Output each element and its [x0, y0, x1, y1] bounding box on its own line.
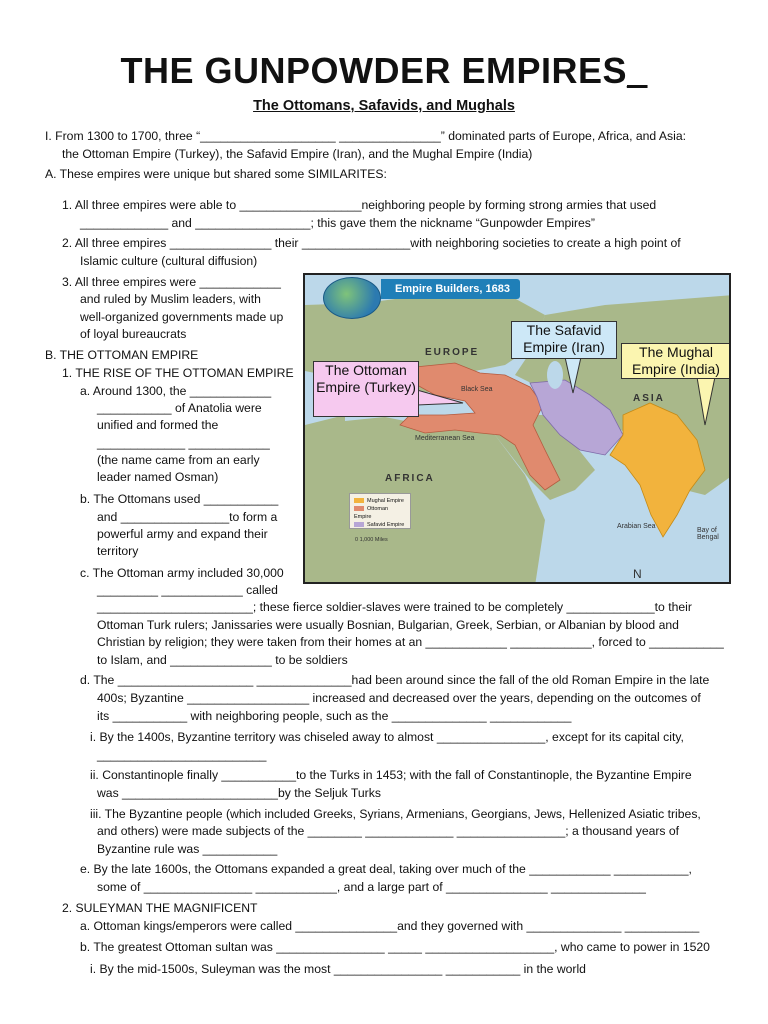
- text-line: leader named Osman): [97, 470, 219, 484]
- text-line: b. The Ottomans used ___________: [80, 492, 279, 506]
- text-line: its ___________ with neighboring people, such as the ______________ ____________: [97, 709, 572, 723]
- map-legend: [349, 493, 411, 529]
- empire-map: [303, 273, 731, 584]
- text-line: was _______________________by the Seljuk Turks: [97, 786, 381, 800]
- legend-item-ottoman: Ottoman Empire: [354, 506, 389, 520]
- caspian-sea: [547, 361, 563, 389]
- text-line: _________________________: [97, 748, 267, 762]
- compass-icon: N: [633, 567, 642, 581]
- text-line: and others) were made subjects of the ________ _____________ ________________; a thousand years of: [97, 824, 680, 838]
- page-subtitle: The Ottomans, Safavids, and Mughals: [253, 98, 515, 114]
- label-mediterranean: Mediterranean Sea: [415, 435, 475, 442]
- text-line: 400s; Byzantine __________________ increased and decreased over the years, depending on the outcomes of: [97, 691, 701, 705]
- text-line: a. Around 1300, the ____________: [80, 384, 272, 398]
- text-line: ___________ of Anatolia were: [97, 401, 262, 415]
- label-arabian-sea: Arabian Sea: [617, 523, 656, 530]
- section-heading: 1. THE RISE OF THE OTTOMAN EMPIRE: [62, 366, 294, 380]
- text-line: c. The Ottoman army included 30,000: [80, 566, 284, 580]
- text-line: of loyal bureaucrats: [80, 327, 187, 341]
- callout-safavid: The Safavid Empire (Iran): [511, 321, 617, 359]
- text-line: _____________ and _________________; this gave them the nickname “Gunpowder Empires”: [80, 216, 595, 230]
- text-line: the Ottoman Empire (Turkey), the Safavid Empire (Iran), and the Mughal Empire (India): [62, 147, 533, 161]
- text-line: well-organized governments made up: [80, 310, 284, 324]
- map-banner: Empire Builders, 1683: [381, 279, 520, 299]
- legend-swatch: [354, 506, 364, 511]
- text-line: iii. The Byzantine people (which included Greeks, Syrians, Armenians, Georgians, Jews, Hellenized Asiatic tribes,: [90, 807, 701, 821]
- section-heading: A. These empires were unique but shared some SIMILARITES:: [45, 167, 387, 181]
- legend-item-mughal: Mughal Empire: [354, 497, 406, 505]
- text-line: i. By the mid-1500s, Suleyman was the most ________________ ___________ in the world: [90, 962, 586, 976]
- title-underscore: _: [627, 50, 648, 91]
- text-line: to Islam, and _______________ to be soldiers: [97, 653, 348, 667]
- legend-swatch: [354, 522, 364, 527]
- label-bay-of-bengal: Bay of Bengal: [697, 527, 719, 541]
- label-black-sea: Black Sea: [461, 386, 493, 393]
- text-line: powerful army and expand their: [97, 527, 268, 541]
- section-heading: 2. SULEYMAN THE MAGNIFICENT: [62, 901, 258, 915]
- text-line: Byzantine rule was ___________: [97, 842, 278, 856]
- text-line: and ruled by Muslim leaders, with: [80, 292, 261, 306]
- text-line: b. The greatest Ottoman sultan was ________________ _____ ___________________, who came to power in 1520: [80, 940, 710, 954]
- text-line: _______________________; these fierce soldier-slaves were trained to be completely _____________to their: [97, 600, 692, 614]
- text-line: ii. Constantinople finally ___________to the Turks in 1453; with the fall of Constantinople, the Byzantine Empire: [90, 768, 692, 782]
- page-title: [0, 50, 768, 92]
- text-line: Islamic culture (cultural diffusion): [80, 254, 258, 268]
- globe-icon: [323, 277, 381, 319]
- label-africa: AFRICA: [385, 473, 435, 484]
- section-heading: B. THE OTTOMAN EMPIRE: [45, 348, 199, 362]
- text-line: a. Ottoman kings/emperors were called _______________and they governed with ______________ ___________: [80, 919, 700, 933]
- text-line: 1. All three empires were able to __________________neighboring people by forming strong armies that used: [62, 198, 657, 212]
- text-line: territory: [97, 544, 139, 558]
- callout-ottoman: The Ottoman Empire (Turkey): [313, 361, 419, 417]
- text-line: and ________________to form a: [97, 510, 278, 524]
- label-europe: EUROPE: [425, 347, 480, 358]
- text-line: (the name came from an early: [97, 453, 260, 467]
- callout-mughal: The Mughal Empire (India): [621, 343, 731, 379]
- text-line: i. By the 1400s, Byzantine territory was chiseled away to almost ________________, except for its capital city,: [90, 730, 684, 744]
- text-line: Ottoman Turk rulers; Janissaries were usually Bosnian, Bulgarian, Greek, Serbian, or Albanian by blood and: [97, 618, 679, 632]
- text-line: some of ________________ ____________, and a large part of _______________ ______________: [97, 880, 646, 894]
- text-line: 3. All three empires were ____________: [62, 275, 281, 289]
- legend-swatch: [354, 498, 364, 503]
- text-line: e. By the late 1600s, the Ottomans expanded a great deal, taking over much of the ____________ ___________,: [80, 862, 692, 876]
- text-line: _________ ____________ called: [97, 583, 278, 597]
- legend-item-safavid: Safavid Empire: [354, 521, 406, 529]
- title-text: THE GUNPOWDER EMPIRES: [120, 50, 627, 91]
- label-asia: ASIA: [633, 393, 665, 404]
- text-line: d. The ____________________ ______________had been around since the fall of the old Roman Empire in the late: [80, 673, 710, 687]
- text-line: 2. All three empires _______________ their ________________with neighboring societies to create a high point of: [62, 236, 681, 250]
- map-scale: 0 1,000 Miles: [355, 537, 388, 543]
- text-line: unified and formed the: [97, 418, 219, 432]
- text-line: _____________ ____________: [97, 436, 270, 450]
- text-line: Christian by religion; they were taken from their homes at an ____________ ____________, forced to ___________: [97, 635, 724, 649]
- text-line: I. From 1300 to 1700, three “____________________ _______________” dominated parts of Europe, Africa, and Asia:: [45, 129, 686, 143]
